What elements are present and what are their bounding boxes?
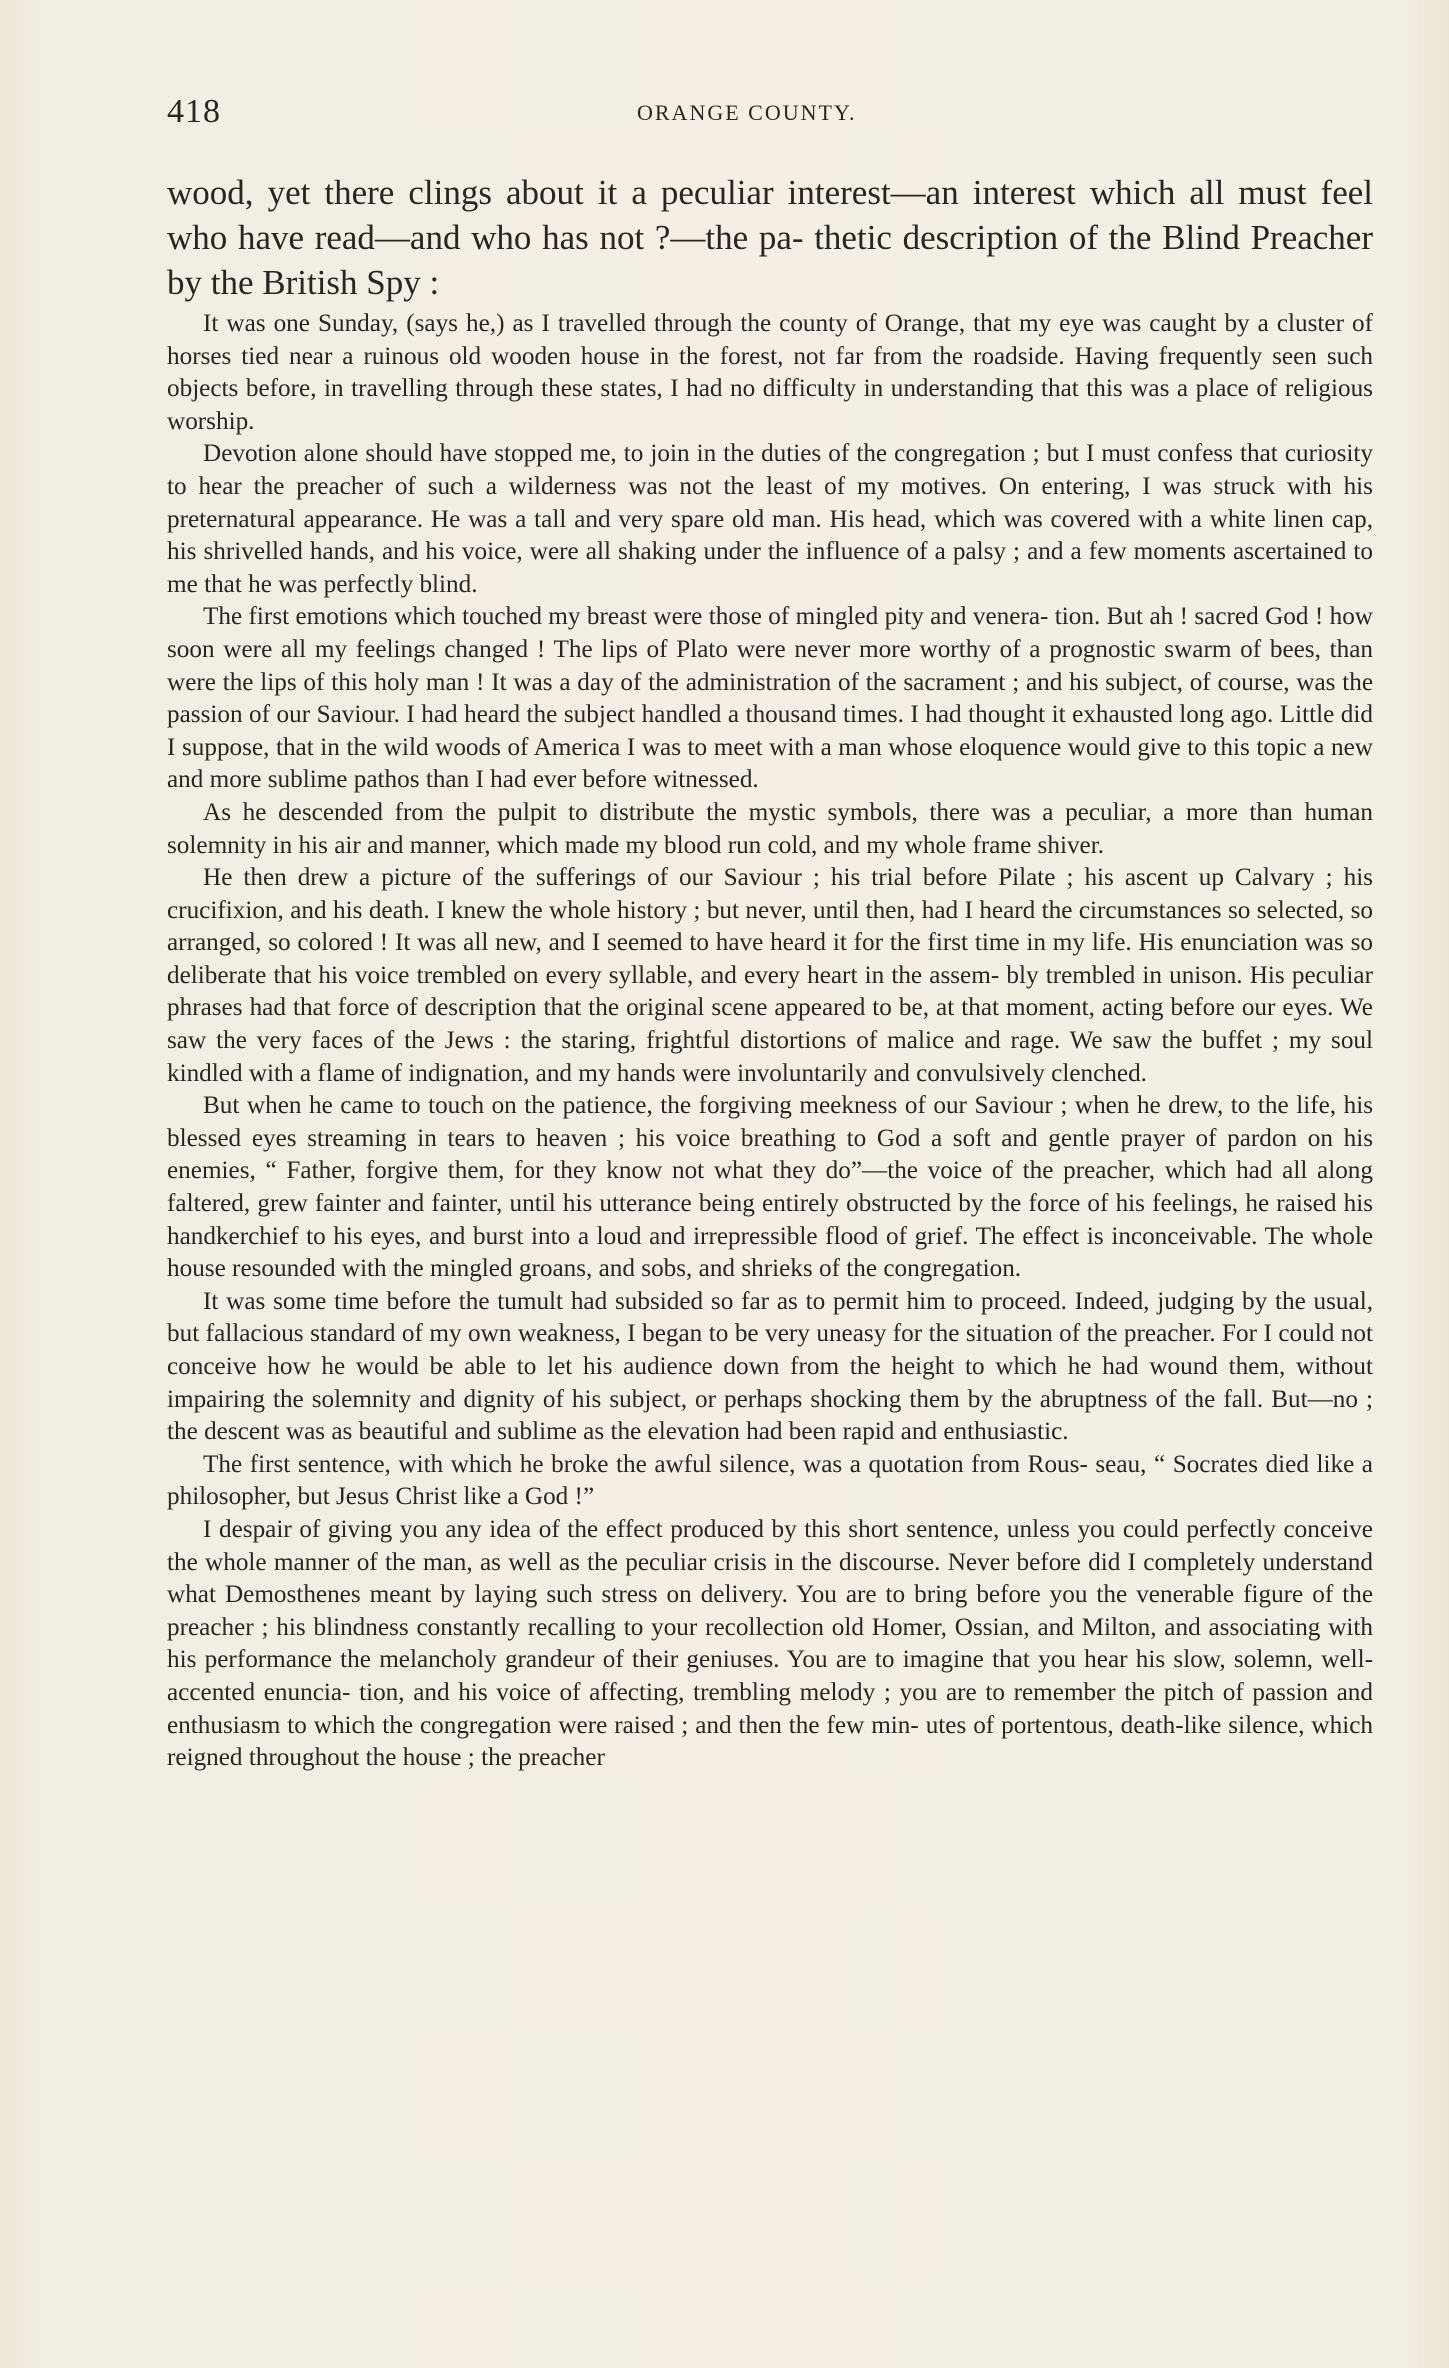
page-header — [167, 92, 1373, 132]
paragraph-9: I despair of giving you any idea of the effect produced by this short sentence, unless you could perfectly conceive the whole manner of the man, as well as the peculiar crisis in the discourse. Never before did I completely understand what Demosthenes meant by laying such stress on delivery. You are to bring before you the venerable figure of the preacher ; his blindness constantly recalling to your recollection old Homer, Ossian, and Milton, and associating with his performance the melancholy grandeur of their geniuses. You are to imagine that you hear his slow, solemn, well-accented enuncia- tion, and his voice of affecting, trembling melody ; you are to remember the pitch of passion and enthusiasm to which the congregation were raised ; and then the few min- utes of portentous, death-like silence, which reigned throughout the house ; the preacher — [167, 1515, 1373, 1772]
paragraph-8: The first sentence, with which he broke the awful silence, was a quotation from Rous- seau, “ Socrates died like a philosopher, but Jesus Christ like a God !” — [167, 1450, 1373, 1511]
page-number: 418 — [167, 93, 221, 130]
paragraph-3: The first emotions which touched my breast were those of mingled pity and venera- tion. But ah ! sacred God ! how soon were all my feelings changed ! The lips of Plato were never more worthy of a prognostic swarm of bees, than were the lips of this holy man ! It was a day of the administration of the sacrament ; and his subject, of course, was the passion of our Saviour. I had heard the subject handled a thousand times. I had thought it exhausted long ago. Little did I suppose, that in the wild woods of America I was to meet with a man whose eloquence would give to this topic a new and more sublime pathos than I had ever before witnessed. — [167, 603, 1373, 794]
paragraph-7: It was some time before the tumult had subsided so far as to permit him to proceed. Indeed, judging by the usual, but fallacious standard of my own weakness, I began to be very uneasy for the situation of the preacher. For I could not conceive how he would be able to let his audience down from the height to which he had wound them, without impairing the solemnity and dignity of his subject, or perhaps shocking them by the abruptness of the fall. But—no ; the descent was as beautiful and sublime as the elevation had been rapid and enthusiastic. — [167, 1287, 1373, 1446]
paragraph-1: It was one Sunday, (says he,) as I travelled through the county of Orange, that my eye was caught by a cluster of horses tied near a ruinous old wooden house in the forest, not far from the roadside. Having frequently seen such objects before, in travelling through these states, I had no difficulty in understanding that this was a place of religious worship. — [167, 310, 1373, 435]
quoted-passage — [167, 308, 1373, 1775]
paragraph-5: He then drew a picture of the sufferings of our Saviour ; his trial before Pilate ; his ascent up Calvary ; his crucifixion, and his death. I knew the whole history ; but never, until then, had I heard the circumstances so selected, so arranged, so colored ! It was all new, and I seemed to have heard it for the first time in my life. His enunciation was so deliberate that his voice trembled on every syllable, and every heart in the assem- bly trembled in unison. His peculiar phrases had that force of description that the original scene appeared to be, at that moment, acting before our eyes. We saw the very faces of the Jews : the staring, frightful distortions of malice and rage. We saw the buffet ; my soul kindled with a flame of indignation, and my hands were involuntarily and convulsively clenched. — [167, 864, 1373, 1087]
running-title: ORANGE COUNTY. — [637, 100, 857, 125]
paragraph-6: But when he came to touch on the patience, the forgiving meekness of our Saviour ; when he drew, to the life, his blessed eyes streaming in tears to heaven ; his voice breathing to God a soft and gentle prayer of pardon on his enemies, “ Father, forgive them, for they know not what they do”—the voice of the preacher, which had all along faltered, grew fainter and fainter, until his utterance being entirely obstructed by the force of his feelings, he raised his handkerchief to his eyes, and burst into a loud and irrepressible flood of grief. The effect is inconceivable. The whole house resounded with the mingled groans, and sobs, and shrieks of the congregation. — [167, 1092, 1373, 1283]
lead-paragraph: wood, yet there clings about it a peculiar interest—an interest which all must feel who have read—and who has not ?—the pa- thetic description of the Blind Preacher by the British Spy : — [167, 173, 1373, 302]
paragraph-2: Devotion alone should have stopped me, to join in the duties of the congregation ; but I must confess that curiosity to hear the preacher of such a wilderness was not the least of my motives. On entering, I was struck with his preternatural appearance. He was a tall and very spare old man. His head, which was covered with a white linen cap, his shrivelled hands, and his voice, were all shaking under the influence of a palsy ; and a few moments ascertained to me that he was perfectly blind. — [167, 440, 1373, 598]
paragraph-4: As he descended from the pulpit to distribute the mystic symbols, there was a peculiar, a more than human solemnity in his air and manner, which made my blood run cold, and my whole frame shiver. — [167, 798, 1373, 859]
